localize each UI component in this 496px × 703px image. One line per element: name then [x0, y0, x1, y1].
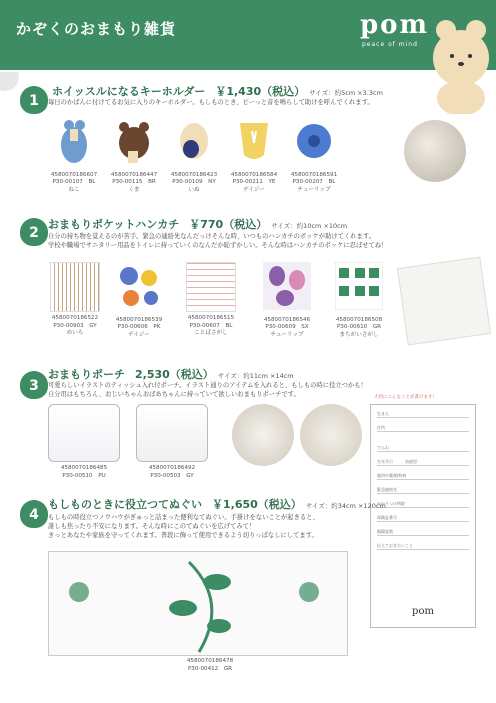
sheet-line: 服用中薬剤/持病	[377, 473, 469, 480]
sheet-line: 眼鏡度数	[377, 529, 469, 536]
product-sku: P30-00412 GR	[187, 665, 233, 672]
section-title	[48, 366, 294, 382]
product-sku: P30-00610 GR	[336, 324, 382, 330]
size-label: サイズ：約11cm ×14cm	[217, 372, 294, 380]
section-title	[48, 216, 347, 232]
description-line: 学校や職場でサニタリー用品をトイレに持っていくのなんだか恥ずかしい。そんな時はハンカチのポッケに忍ばせてね！	[48, 242, 388, 249]
product-item	[160, 658, 260, 673]
price-label: ￥1,650（税込）	[212, 498, 302, 511]
product-code: 4580070186591	[290, 171, 338, 178]
product-name: ことばさがし	[194, 330, 228, 336]
product-item	[44, 115, 104, 194]
brand-logo: pom	[360, 10, 430, 40]
size-label: サイズ：約34cm ×120cm	[305, 502, 386, 510]
product-code: 4580070186546	[263, 316, 311, 323]
product-name: いぬ	[188, 186, 200, 193]
product-sku: P30-00510 PU	[62, 472, 106, 479]
product-sku: P30-00606 PK	[117, 324, 161, 330]
handkerchief-photo	[397, 257, 491, 346]
section-title-text: おまもりポケットハンカチ	[48, 218, 180, 231]
product-code: 4580070186478	[186, 658, 234, 664]
section-title	[48, 496, 386, 512]
product-item	[164, 115, 224, 194]
section-description	[48, 513, 319, 540]
info-sheet	[370, 404, 476, 628]
product-name: ねこ	[68, 186, 80, 193]
description-line: 自分の持ち物を覚えるのが苦手。緊急の連絡先なんだっけそんな時、いつものハンカチのポッケが助けてくれます。	[48, 233, 375, 240]
product-name: まちがいさがし	[339, 331, 379, 338]
daisy-handkerchief-image	[115, 262, 163, 310]
brand-tagline: peace of mind	[362, 41, 418, 48]
product-name: チューリップ	[297, 186, 331, 193]
sheet-line: でんわ	[377, 445, 469, 452]
section-title-text: ホイッスルになるキーホルダー	[52, 85, 206, 98]
product-name: めいろ	[66, 330, 84, 336]
sheet-line: 緊急連絡先	[377, 487, 469, 494]
product-item	[284, 115, 344, 194]
product-code: 4580070186423	[170, 171, 218, 178]
description-line: きっとあなたや家族を守ってくれます。普段に飾って使用できるよう切りっぱなしにしてます。	[48, 532, 318, 539]
sheet-line: 保険証番号	[377, 515, 469, 522]
product-code: 4580070186584	[230, 171, 278, 178]
pouch-photo	[232, 404, 294, 466]
product-name: デイジー	[243, 186, 265, 193]
product-code: 4580070186607	[50, 171, 98, 178]
size-label: サイズ：約5cm ×3.3cm	[309, 89, 383, 97]
product-code: 4580070186492	[148, 465, 196, 471]
product-code: 4580070186539	[115, 316, 163, 323]
pouch-image	[136, 404, 208, 462]
bear-mascot-icon	[430, 18, 492, 114]
product-name: デイジー	[128, 331, 150, 338]
product-code: 4580070186508	[335, 316, 383, 323]
section-description	[48, 98, 374, 107]
description-line: 誰しも焦ったり不安になります。そんな時にこのてぬぐいを広げてみて！	[48, 523, 256, 530]
product-item	[326, 262, 392, 339]
sheet-line: かかりつけ病院	[377, 501, 469, 508]
section-title	[52, 83, 383, 99]
product-sku: P30-00207 BL	[292, 179, 336, 185]
section-description	[48, 232, 387, 250]
description-line: もしもの時役立つノウハウがぎゅっと詰まった便利なてぬぐい。手掛けをないことが起きると、	[48, 514, 319, 521]
product-sku: P30-00109 NY	[172, 179, 216, 185]
product-item	[132, 404, 212, 480]
pouch-tissue-photo	[300, 404, 362, 466]
maze-handkerchief-image	[50, 262, 100, 312]
bear-keyholder-icon	[114, 115, 154, 165]
section-number-badge: 1	[20, 86, 48, 114]
section-title-text: もしものときに役立つてぬぐい	[48, 498, 202, 511]
section-number-badge: 3	[20, 371, 48, 399]
sheet-line: 住所	[377, 425, 469, 432]
product-item	[108, 262, 170, 339]
description-line: 毎日のかばんに付けてるお気に入りのキーホルダー。もしものとき、ピーっと音を鳴らして助けを呼んでくれます。	[48, 99, 374, 106]
page-title: かぞくのおまもり雑貨	[16, 20, 177, 38]
wordsearch-handkerchief-image	[186, 262, 236, 312]
sheet-line: 伝えておきたいこと	[377, 543, 469, 550]
sheet-line: 生年月日 血液型	[377, 459, 469, 466]
tulip-handkerchief-image	[263, 262, 311, 310]
product-sku: P30-00115 BR	[112, 179, 156, 185]
sheet-logo: pom	[412, 606, 434, 617]
leaf-illustration-icon	[49, 552, 347, 655]
product-item	[224, 115, 284, 194]
product-name: くま	[128, 186, 140, 193]
description-line: 可愛らしいイラストのティッシュ入れ付ポーチ。イラスト通りのアイテムを入れると、もしもの時に役立つかも！	[48, 382, 367, 389]
product-code: 4580070186522	[51, 315, 99, 321]
section-title-text: おまもりポーチ	[48, 368, 125, 381]
product-item	[178, 262, 244, 338]
section-number-badge: 2	[20, 218, 48, 246]
description-line: 自分用はもちろん、おじいちゃんおばあちゃんに持っていて欲しいおまもりポーチです。	[48, 391, 300, 398]
keyholder-photo	[404, 120, 466, 182]
sheet-line: なまえ	[377, 411, 469, 418]
product-item	[254, 262, 320, 339]
product-sku: P30-00903 GY	[53, 322, 97, 329]
cat-keyholder-icon	[54, 115, 94, 165]
product-code: 4580070186485	[60, 465, 108, 471]
section-number-badge: 4	[20, 500, 48, 528]
product-sku: P30-00107 BL	[52, 179, 96, 185]
tenugui-image	[48, 551, 348, 656]
product-name: チューリップ	[270, 331, 304, 338]
product-sku: P30-00211 YE	[232, 179, 276, 185]
price-label: ￥1,430（税込）	[215, 85, 306, 98]
daisy-keyholder-icon	[234, 115, 274, 165]
product-code: 4580070186515	[187, 315, 235, 321]
spot-the-difference-handkerchief-image	[335, 262, 383, 310]
product-sku: P30-00503 GY	[150, 472, 194, 479]
tulip-keyholder-icon	[294, 115, 334, 165]
pouch-image	[48, 404, 120, 462]
price-label: 2,530（税込）	[135, 368, 214, 381]
product-item	[44, 262, 106, 338]
product-sku: P30-00607 BL	[189, 322, 233, 329]
sheet-note: 大切にこんなことが書けます！	[374, 395, 437, 400]
product-item	[44, 404, 124, 480]
price-label: ￥770（税込）	[189, 218, 268, 231]
section-description	[48, 381, 367, 399]
product-item	[104, 115, 164, 194]
header-banner	[0, 0, 496, 70]
size-label: サイズ：約10cm ×10cm	[271, 222, 348, 230]
product-sku: P30-00609 SX	[265, 324, 309, 330]
dog-keyholder-icon	[174, 115, 214, 165]
product-code: 4580070186447	[110, 171, 158, 178]
